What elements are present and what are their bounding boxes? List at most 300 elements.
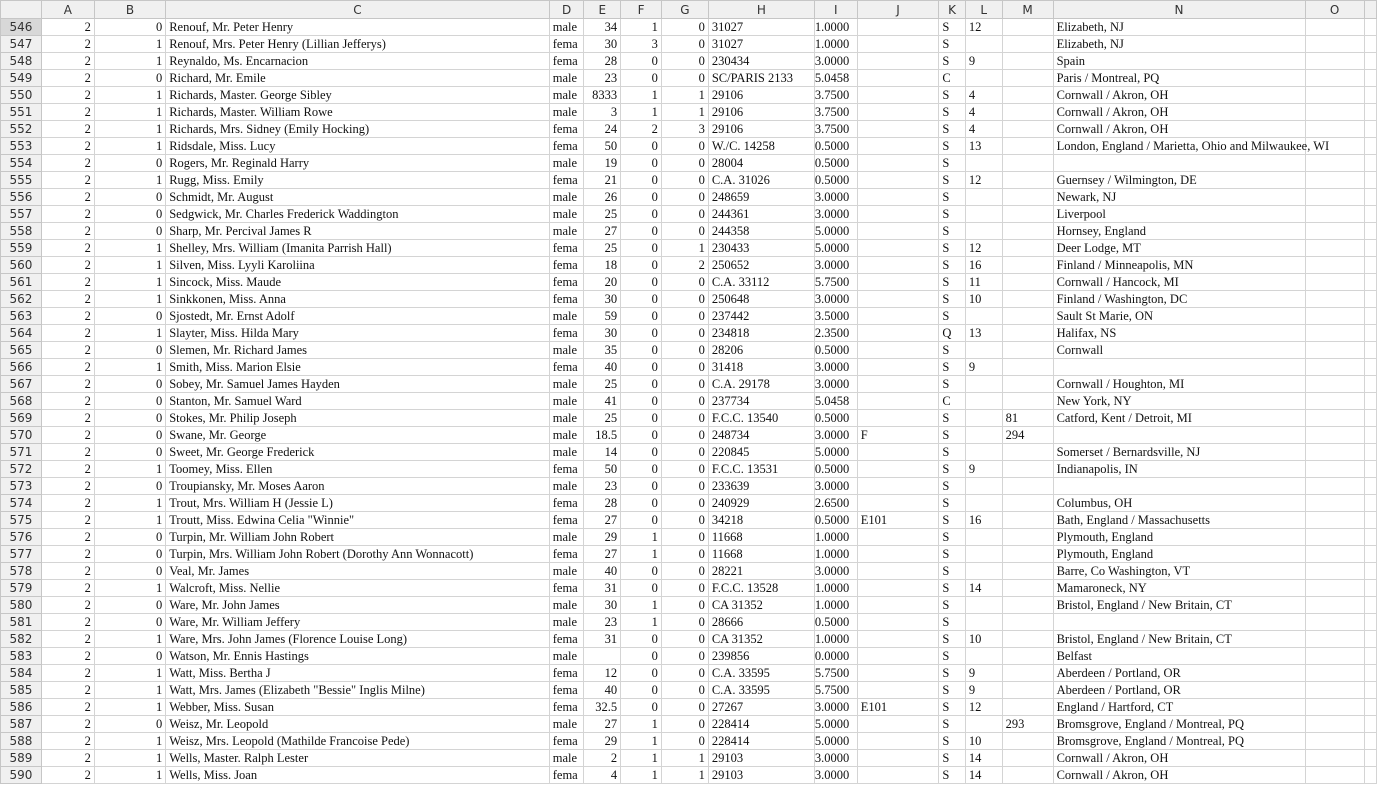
cell-b[interactable]: 0 [94, 342, 165, 359]
cell-f[interactable]: 0 [621, 427, 662, 444]
cell-g[interactable]: 0 [661, 495, 708, 512]
cell-g[interactable]: 1 [661, 750, 708, 767]
cell-l[interactable] [965, 376, 1002, 393]
cell-j[interactable] [857, 104, 939, 121]
cell-g[interactable]: 0 [661, 325, 708, 342]
cell-k[interactable]: S [939, 631, 966, 648]
cell-d[interactable]: fema [549, 138, 584, 155]
cell-d[interactable]: male [549, 716, 584, 733]
cell-h[interactable]: 29106 [708, 121, 814, 138]
cell-m[interactable] [1002, 342, 1053, 359]
cell-c[interactable]: Weisz, Mr. Leopold [166, 716, 550, 733]
row-header[interactable]: 570 [1, 427, 42, 444]
cell-i[interactable]: 1.0000 [814, 19, 857, 36]
cell-m[interactable] [1002, 87, 1053, 104]
cell-b[interactable]: 0 [94, 393, 165, 410]
cell-b[interactable]: 1 [94, 172, 165, 189]
row-header[interactable]: 555 [1, 172, 42, 189]
cell-f[interactable]: 0 [621, 53, 662, 70]
cell-b[interactable]: 1 [94, 665, 165, 682]
cell-j[interactable]: F [857, 427, 939, 444]
cell-l[interactable] [965, 529, 1002, 546]
cell-a[interactable]: 2 [41, 19, 94, 36]
cell-e[interactable]: 14 [584, 444, 621, 461]
cell-h[interactable]: 34218 [708, 512, 814, 529]
cell-i[interactable]: 0.5000 [814, 461, 857, 478]
cell-o[interactable] [1305, 750, 1364, 767]
cell-j[interactable] [857, 87, 939, 104]
cell-o[interactable] [1305, 529, 1364, 546]
cell-i[interactable]: 3.0000 [814, 750, 857, 767]
cell-e[interactable]: 4 [584, 767, 621, 784]
row-header[interactable]: 576 [1, 529, 42, 546]
cell-f[interactable]: 1 [621, 19, 662, 36]
cell-o[interactable] [1305, 444, 1364, 461]
row-header[interactable]: 587 [1, 716, 42, 733]
cell-h[interactable]: 233639 [708, 478, 814, 495]
cell-h[interactable]: 248734 [708, 427, 814, 444]
cell-j[interactable]: E101 [857, 699, 939, 716]
cell-k[interactable]: S [939, 614, 966, 631]
cell-f[interactable]: 1 [621, 614, 662, 631]
cell-l[interactable] [965, 563, 1002, 580]
cell-m[interactable] [1002, 359, 1053, 376]
cell-n[interactable]: Deer Lodge, MT [1053, 240, 1305, 257]
cell-h[interactable]: 244361 [708, 206, 814, 223]
cell-e[interactable]: 29 [584, 733, 621, 750]
row-header[interactable]: 561 [1, 274, 42, 291]
cell-a[interactable]: 2 [41, 325, 94, 342]
cell-h[interactable]: 250648 [708, 291, 814, 308]
cell-b[interactable]: 1 [94, 87, 165, 104]
row-header[interactable]: 588 [1, 733, 42, 750]
cell-d[interactable]: fema [549, 546, 584, 563]
cell-l[interactable]: 4 [965, 121, 1002, 138]
cell-a[interactable]: 2 [41, 223, 94, 240]
cell-h[interactable]: 31027 [708, 19, 814, 36]
cell-o[interactable] [1305, 682, 1364, 699]
cell-j[interactable] [857, 223, 939, 240]
row-header[interactable]: 558 [1, 223, 42, 240]
row-header[interactable]: 589 [1, 750, 42, 767]
cell-l[interactable] [965, 393, 1002, 410]
cell-a[interactable]: 2 [41, 257, 94, 274]
cell-c[interactable]: Webber, Miss. Susan [166, 699, 550, 716]
cell-d[interactable]: fema [549, 257, 584, 274]
cell-e[interactable]: 27 [584, 512, 621, 529]
cell-n[interactable]: England / Hartford, CT [1053, 699, 1305, 716]
cell-i[interactable]: 3.0000 [814, 767, 857, 784]
cell-k[interactable]: S [939, 512, 966, 529]
cell-n[interactable] [1053, 478, 1305, 495]
cell-d[interactable]: fema [549, 665, 584, 682]
cell-o[interactable] [1305, 478, 1364, 495]
cell-o[interactable] [1305, 274, 1364, 291]
cell-i[interactable]: 1.0000 [814, 546, 857, 563]
row-header[interactable]: 586 [1, 699, 42, 716]
cell-h[interactable]: 28221 [708, 563, 814, 580]
cell-o[interactable] [1305, 308, 1364, 325]
cell-i[interactable]: 1.0000 [814, 597, 857, 614]
cell-m[interactable] [1002, 104, 1053, 121]
cell-e[interactable]: 25 [584, 206, 621, 223]
cell-j[interactable] [857, 750, 939, 767]
cell-l[interactable] [965, 342, 1002, 359]
cell-m[interactable] [1002, 478, 1053, 495]
cell-h[interactable]: C.A. 31026 [708, 172, 814, 189]
cell-n[interactable]: Cornwall / Hancock, MI [1053, 274, 1305, 291]
cell-d[interactable]: fema [549, 172, 584, 189]
cell-h[interactable]: 240929 [708, 495, 814, 512]
cell-i[interactable]: 1.0000 [814, 580, 857, 597]
cell-e[interactable]: 40 [584, 682, 621, 699]
cell-h[interactable]: 237734 [708, 393, 814, 410]
column-header-c[interactable]: C [166, 1, 550, 19]
cell-c[interactable]: Trout, Mrs. William H (Jessie L) [166, 495, 550, 512]
cell-m[interactable] [1002, 308, 1053, 325]
cell-n[interactable]: Plymouth, England [1053, 546, 1305, 563]
cell-e[interactable]: 24 [584, 121, 621, 138]
cell-b[interactable]: 0 [94, 427, 165, 444]
cell-g[interactable]: 1 [661, 87, 708, 104]
cell-n[interactable] [1053, 359, 1305, 376]
cell-j[interactable] [857, 597, 939, 614]
cell-a[interactable]: 2 [41, 359, 94, 376]
cell-e[interactable]: 20 [584, 274, 621, 291]
cell-k[interactable]: S [939, 308, 966, 325]
cell-k[interactable]: S [939, 597, 966, 614]
cell-a[interactable]: 2 [41, 716, 94, 733]
cell-e[interactable]: 41 [584, 393, 621, 410]
cell-b[interactable]: 0 [94, 478, 165, 495]
cell-h[interactable]: 29106 [708, 87, 814, 104]
column-header-d[interactable]: D [549, 1, 584, 19]
cell-j[interactable] [857, 189, 939, 206]
cell-j[interactable] [857, 716, 939, 733]
cell-l[interactable] [965, 410, 1002, 427]
cell-e[interactable]: 25 [584, 410, 621, 427]
cell-o[interactable] [1305, 189, 1364, 206]
cell-j[interactable] [857, 308, 939, 325]
cell-e[interactable]: 23 [584, 70, 621, 87]
cell-n[interactable] [1053, 155, 1305, 172]
cell-f[interactable]: 0 [621, 648, 662, 665]
cell-g[interactable]: 0 [661, 597, 708, 614]
cell-d[interactable]: fema [549, 512, 584, 529]
cell-j[interactable] [857, 631, 939, 648]
select-all-corner[interactable] [1, 1, 42, 19]
cell-h[interactable]: 248659 [708, 189, 814, 206]
cell-c[interactable]: Turpin, Mrs. William John Robert (Dorothy Ann Wonnacott) [166, 546, 550, 563]
cell-i[interactable]: 5.0000 [814, 444, 857, 461]
cell-c[interactable]: Watt, Mrs. James (Elizabeth "Bessie" Inglis Milne) [166, 682, 550, 699]
cell-d[interactable]: male [549, 478, 584, 495]
cell-b[interactable]: 0 [94, 597, 165, 614]
cell-i[interactable]: 3.0000 [814, 359, 857, 376]
row-header[interactable]: 562 [1, 291, 42, 308]
cell-c[interactable]: Stanton, Mr. Samuel Ward [166, 393, 550, 410]
cell-n[interactable] [1053, 427, 1305, 444]
cell-i[interactable]: 5.0458 [814, 393, 857, 410]
cell-c[interactable]: Toomey, Miss. Ellen [166, 461, 550, 478]
cell-h[interactable]: 228414 [708, 733, 814, 750]
cell-f[interactable]: 0 [621, 495, 662, 512]
cell-b[interactable]: 1 [94, 495, 165, 512]
cell-i[interactable]: 3.0000 [814, 699, 857, 716]
cell-f[interactable]: 0 [621, 257, 662, 274]
cell-f[interactable]: 0 [621, 342, 662, 359]
cell-l[interactable] [965, 648, 1002, 665]
cell-b[interactable]: 0 [94, 206, 165, 223]
cell-o[interactable] [1305, 325, 1364, 342]
cell-n[interactable]: Somerset / Bernardsville, NJ [1053, 444, 1305, 461]
cell-h[interactable]: CA 31352 [708, 597, 814, 614]
cell-g[interactable]: 0 [661, 546, 708, 563]
cell-n[interactable]: Cornwall / Akron, OH [1053, 750, 1305, 767]
cell-g[interactable]: 1 [661, 767, 708, 784]
cell-o[interactable] [1305, 546, 1364, 563]
cell-e[interactable]: 40 [584, 359, 621, 376]
cell-d[interactable]: fema [549, 291, 584, 308]
cell-b[interactable]: 0 [94, 529, 165, 546]
cell-k[interactable]: S [939, 155, 966, 172]
cell-o[interactable] [1305, 767, 1364, 784]
column-header-m[interactable]: M [1002, 1, 1053, 19]
cell-d[interactable]: male [549, 70, 584, 87]
cell-i[interactable]: 3.7500 [814, 121, 857, 138]
row-header[interactable]: 548 [1, 53, 42, 70]
cell-m[interactable] [1002, 546, 1053, 563]
cell-c[interactable]: Rogers, Mr. Reginald Harry [166, 155, 550, 172]
cell-b[interactable]: 1 [94, 682, 165, 699]
cell-f[interactable]: 0 [621, 240, 662, 257]
cell-a[interactable]: 2 [41, 138, 94, 155]
cell-b[interactable]: 1 [94, 291, 165, 308]
cell-n[interactable]: Belfast [1053, 648, 1305, 665]
cell-e[interactable]: 26 [584, 189, 621, 206]
cell-e[interactable]: 32.5 [584, 699, 621, 716]
cell-l[interactable]: 10 [965, 291, 1002, 308]
cell-d[interactable]: male [549, 308, 584, 325]
cell-j[interactable] [857, 546, 939, 563]
cell-n[interactable]: London, England / Marietta, Ohio and Milwaukee, WI [1053, 138, 1305, 155]
cell-m[interactable] [1002, 19, 1053, 36]
cell-l[interactable]: 4 [965, 104, 1002, 121]
cell-l[interactable]: 14 [965, 580, 1002, 597]
cell-o[interactable] [1305, 733, 1364, 750]
cell-j[interactable] [857, 121, 939, 138]
cell-o[interactable] [1305, 699, 1364, 716]
cell-k[interactable]: S [939, 19, 966, 36]
cell-a[interactable]: 2 [41, 648, 94, 665]
row-header[interactable]: 547 [1, 36, 42, 53]
row-header[interactable]: 546 [1, 19, 42, 36]
cell-o[interactable] [1305, 716, 1364, 733]
cell-f[interactable]: 1 [621, 750, 662, 767]
cell-i[interactable]: 5.0000 [814, 716, 857, 733]
cell-f[interactable]: 0 [621, 699, 662, 716]
cell-m[interactable] [1002, 631, 1053, 648]
cell-g[interactable]: 0 [661, 308, 708, 325]
cell-h[interactable]: 11668 [708, 546, 814, 563]
cell-o[interactable] [1305, 376, 1364, 393]
cell-c[interactable]: Watt, Miss. Bertha J [166, 665, 550, 682]
cell-k[interactable]: S [939, 87, 966, 104]
cell-i[interactable]: 5.0458 [814, 70, 857, 87]
cell-n[interactable]: Finland / Washington, DC [1053, 291, 1305, 308]
cell-l[interactable]: 12 [965, 19, 1002, 36]
cell-g[interactable]: 0 [661, 189, 708, 206]
cell-a[interactable]: 2 [41, 682, 94, 699]
cell-b[interactable]: 0 [94, 716, 165, 733]
cell-o[interactable] [1305, 495, 1364, 512]
cell-h[interactable]: 29106 [708, 104, 814, 121]
cell-d[interactable]: male [549, 189, 584, 206]
cell-g[interactable]: 0 [661, 648, 708, 665]
cell-h[interactable]: 237442 [708, 308, 814, 325]
cell-j[interactable]: E101 [857, 512, 939, 529]
cell-d[interactable]: male [549, 104, 584, 121]
cell-e[interactable]: 31 [584, 580, 621, 597]
column-header-k[interactable]: K [939, 1, 966, 19]
cell-d[interactable]: fema [549, 580, 584, 597]
cell-f[interactable]: 0 [621, 189, 662, 206]
cell-j[interactable] [857, 665, 939, 682]
cell-d[interactable]: male [549, 342, 584, 359]
cell-b[interactable]: 1 [94, 580, 165, 597]
cell-m[interactable] [1002, 70, 1053, 87]
cell-c[interactable]: Sincock, Miss. Maude [166, 274, 550, 291]
cell-i[interactable]: 3.0000 [814, 257, 857, 274]
cell-k[interactable]: S [939, 274, 966, 291]
cell-l[interactable]: 9 [965, 665, 1002, 682]
row-header[interactable]: 579 [1, 580, 42, 597]
cell-o[interactable] [1305, 87, 1364, 104]
cell-n[interactable]: Indianapolis, IN [1053, 461, 1305, 478]
cell-j[interactable] [857, 495, 939, 512]
cell-n[interactable]: Cornwall / Akron, OH [1053, 767, 1305, 784]
cell-m[interactable] [1002, 580, 1053, 597]
cell-f[interactable]: 0 [621, 444, 662, 461]
cell-c[interactable]: Sjostedt, Mr. Ernst Adolf [166, 308, 550, 325]
cell-k[interactable]: S [939, 699, 966, 716]
cell-h[interactable]: 31027 [708, 36, 814, 53]
cell-e[interactable]: 35 [584, 342, 621, 359]
cell-j[interactable] [857, 291, 939, 308]
cell-k[interactable]: S [939, 580, 966, 597]
cell-e[interactable]: 59 [584, 308, 621, 325]
cell-n[interactable]: Bristol, England / New Britain, CT [1053, 597, 1305, 614]
cell-j[interactable] [857, 461, 939, 478]
cell-d[interactable]: male [549, 529, 584, 546]
cell-m[interactable] [1002, 291, 1053, 308]
cell-f[interactable]: 0 [621, 325, 662, 342]
cell-f[interactable]: 1 [621, 87, 662, 104]
cell-h[interactable]: 29103 [708, 767, 814, 784]
column-header-j[interactable]: J [857, 1, 939, 19]
cell-d[interactable]: fema [549, 359, 584, 376]
cell-m[interactable] [1002, 512, 1053, 529]
cell-g[interactable]: 0 [661, 682, 708, 699]
cell-e[interactable]: 2 [584, 750, 621, 767]
cell-d[interactable]: male [549, 223, 584, 240]
cell-a[interactable]: 2 [41, 376, 94, 393]
cell-e[interactable]: 27 [584, 223, 621, 240]
cell-c[interactable]: Veal, Mr. James [166, 563, 550, 580]
cell-i[interactable]: 3.7500 [814, 104, 857, 121]
cell-g[interactable]: 0 [661, 580, 708, 597]
cell-j[interactable] [857, 36, 939, 53]
cell-g[interactable]: 0 [661, 274, 708, 291]
row-header[interactable]: 583 [1, 648, 42, 665]
cell-l[interactable] [965, 427, 1002, 444]
cell-f[interactable]: 0 [621, 70, 662, 87]
cell-h[interactable]: W./C. 14258 [708, 138, 814, 155]
row-header[interactable]: 573 [1, 478, 42, 495]
cell-o[interactable] [1305, 359, 1364, 376]
cell-o[interactable] [1305, 342, 1364, 359]
cell-k[interactable]: S [939, 444, 966, 461]
cell-n[interactable]: Liverpool [1053, 206, 1305, 223]
cell-m[interactable] [1002, 240, 1053, 257]
cell-o[interactable] [1305, 563, 1364, 580]
cell-n[interactable]: Bromsgrove, England / Montreal, PQ [1053, 716, 1305, 733]
column-header-i[interactable]: I [814, 1, 857, 19]
cell-k[interactable]: Q [939, 325, 966, 342]
cell-c[interactable]: Richards, Master. William Rowe [166, 104, 550, 121]
cell-e[interactable]: 28 [584, 53, 621, 70]
cell-h[interactable]: 29103 [708, 750, 814, 767]
cell-n[interactable]: Elizabeth, NJ [1053, 19, 1305, 36]
cell-b[interactable]: 1 [94, 104, 165, 121]
cell-a[interactable]: 2 [41, 767, 94, 784]
cell-b[interactable]: 1 [94, 359, 165, 376]
cell-c[interactable]: Sobey, Mr. Samuel James Hayden [166, 376, 550, 393]
cell-f[interactable]: 0 [621, 682, 662, 699]
cell-n[interactable]: Aberdeen / Portland, OR [1053, 665, 1305, 682]
cell-l[interactable]: 14 [965, 767, 1002, 784]
cell-k[interactable]: S [939, 427, 966, 444]
cell-b[interactable]: 1 [94, 767, 165, 784]
cell-b[interactable]: 0 [94, 614, 165, 631]
cell-j[interactable] [857, 648, 939, 665]
column-header-b[interactable]: B [94, 1, 165, 19]
cell-k[interactable]: S [939, 767, 966, 784]
cell-e[interactable]: 23 [584, 614, 621, 631]
cell-a[interactable]: 2 [41, 87, 94, 104]
cell-i[interactable]: 2.3500 [814, 325, 857, 342]
cell-g[interactable]: 2 [661, 257, 708, 274]
cell-i[interactable]: 5.0000 [814, 223, 857, 240]
cell-f[interactable]: 0 [621, 410, 662, 427]
cell-n[interactable]: Cornwall / Akron, OH [1053, 104, 1305, 121]
cell-f[interactable]: 0 [621, 223, 662, 240]
cell-o[interactable] [1305, 155, 1364, 172]
cell-k[interactable]: S [939, 495, 966, 512]
cell-j[interactable] [857, 325, 939, 342]
cell-o[interactable] [1305, 461, 1364, 478]
cell-d[interactable]: male [549, 614, 584, 631]
cell-h[interactable]: 11668 [708, 529, 814, 546]
cell-i[interactable]: 3.0000 [814, 478, 857, 495]
cell-f[interactable]: 0 [621, 563, 662, 580]
cell-f[interactable]: 0 [621, 512, 662, 529]
cell-o[interactable] [1305, 70, 1364, 87]
cell-l[interactable]: 12 [965, 240, 1002, 257]
row-header[interactable]: 569 [1, 410, 42, 427]
cell-j[interactable] [857, 444, 939, 461]
cell-a[interactable]: 2 [41, 631, 94, 648]
